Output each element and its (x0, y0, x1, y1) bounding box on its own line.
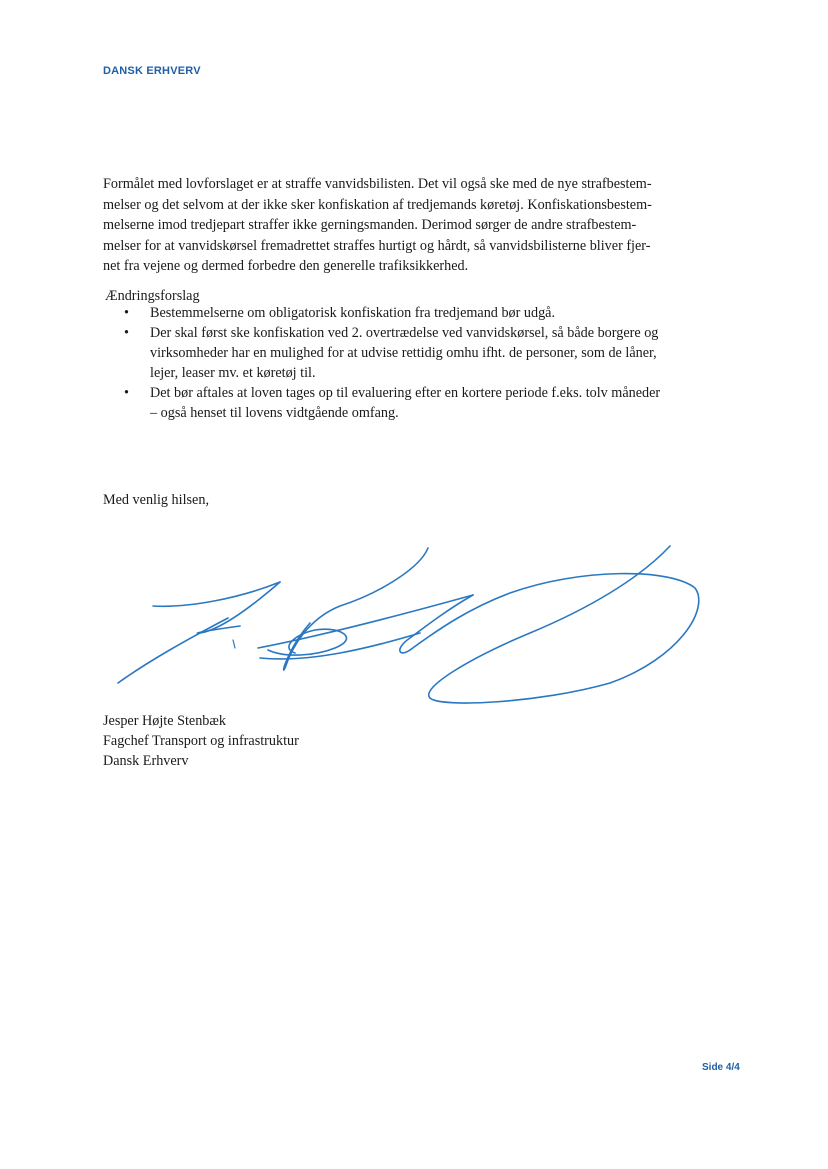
closing-salutation: Med venlig hilsen, (103, 492, 209, 508)
list-item (103, 383, 723, 423)
paragraph-line: melser for at vanvidskørsel fremadrettet straffes hurtigt og hårdt, så vanvidsbilisterne bliver fjer- (103, 237, 651, 254)
list-item-line: Det bør aftales at loven tages op til evaluering efter en kortere periode f.eks. tolv måneder (150, 385, 661, 401)
signer-organization: Dansk Erhverv (103, 753, 189, 769)
list-item-line: lejer, leaser mv. et køretøj til. (150, 365, 316, 381)
signer-title: Fagchef Transport og infrastruktur (103, 733, 299, 749)
list-item (103, 303, 723, 323)
list-item-line: Der skal først ske konfiskation ved 2. overtrædelse ved vanvidskørsel, så både borgere og (150, 325, 659, 341)
list-item-line: – også henset til lovens vidtgående omfang. (150, 405, 399, 421)
bullet-icon: • (124, 305, 129, 321)
list-item (103, 323, 723, 383)
paragraph-line: Formålet med lovforslaget er at straffe vanvidsbilisten. Det vil også ske med de nye strafbestem- (103, 176, 652, 192)
body-paragraph (103, 174, 713, 277)
header-brand: DANSK ERHVERV (103, 65, 201, 77)
list-item-line: virksomheder har en mulighed for at udvise rettidig omhu ifht. de personer, som de låner, (150, 345, 657, 361)
paragraph-line: net fra vejene og dermed forbedre den generelle trafiksikkerhed. (103, 258, 469, 274)
bullet-icon: • (124, 385, 129, 401)
bullet-icon: • (124, 325, 129, 341)
handwritten-signature (110, 538, 710, 718)
signer-block (103, 711, 299, 771)
signer-name: Jesper Højte Stenbæk (103, 713, 226, 729)
amendments-list (103, 303, 723, 423)
amendments-heading: Ændringsforslag (105, 288, 200, 304)
page-number: Side 4/4 (702, 1062, 740, 1073)
paragraph-line: melser og det selvom at der ikke sker konfiskation af tredjemands køretøj. Konfiskationsbestem- (103, 196, 652, 213)
paragraph-line: melserne imod tredjepart straffer ikke gerningsmanden. Derimod sørger de andre strafbestem- (103, 217, 637, 233)
list-item-line: Bestemmelserne om obligatorisk konfiskation fra tredjemand bør udgå. (150, 305, 556, 321)
